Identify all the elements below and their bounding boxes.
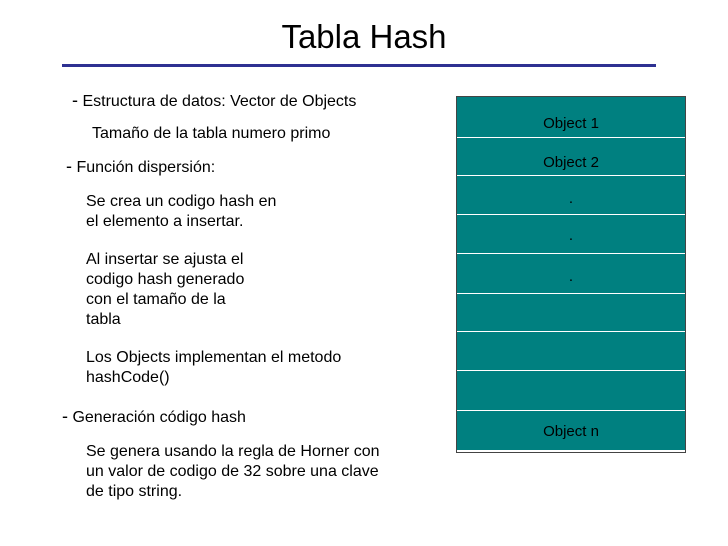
table-cell bbox=[456, 137, 686, 176]
text-line: un valor de codigo de 32 sobre una clave bbox=[86, 463, 379, 480]
table-cell bbox=[456, 293, 686, 332]
page-title: Tabla Hash bbox=[281, 18, 447, 55]
table-cell bbox=[456, 214, 686, 254]
table-cell bbox=[456, 96, 686, 138]
bullet-dash: - bbox=[66, 156, 72, 176]
title-underline bbox=[62, 64, 656, 67]
sub-hash-adjust bbox=[86, 250, 244, 330]
table-cell bbox=[456, 370, 686, 411]
text-line: Se genera usando la regla de Horner con bbox=[86, 443, 380, 460]
bullet-text: Generación código hash bbox=[72, 409, 246, 426]
text-line: con el tamaño de la bbox=[86, 291, 226, 308]
cell-label: . bbox=[568, 190, 574, 207]
cell-label: Object 1 bbox=[543, 115, 599, 132]
sub-hashcode bbox=[86, 348, 341, 388]
hash-table bbox=[456, 96, 686, 451]
table-cell bbox=[456, 331, 686, 371]
sub-hash-created bbox=[86, 192, 276, 232]
sub-horner-rule bbox=[86, 442, 380, 502]
text-line: el elemento a insertar. bbox=[86, 213, 244, 230]
text-line: Al insertar se ajusta el bbox=[86, 251, 244, 268]
text-line: Los Objects implementan el metodo bbox=[86, 349, 342, 366]
sub-table-size: Tamaño de la tabla numero primo bbox=[92, 125, 331, 142]
text-line: codigo hash generado bbox=[86, 271, 245, 288]
cell-label: . bbox=[568, 268, 574, 285]
cell-label: Object 2 bbox=[543, 154, 599, 171]
table-cell bbox=[456, 410, 686, 451]
table-cell bbox=[456, 175, 686, 215]
bullet-text: Estructura de datos: Vector de Objects bbox=[82, 93, 357, 110]
bullet-dash: - bbox=[72, 90, 78, 110]
text-line: tabla bbox=[86, 311, 121, 328]
bullet-text: Función dispersión: bbox=[76, 159, 216, 176]
bullet-hash-function bbox=[66, 156, 215, 178]
text-line: hashCode() bbox=[86, 369, 170, 386]
text-line: Se crea un codigo hash en bbox=[86, 193, 277, 210]
bullet-dash: - bbox=[62, 406, 68, 426]
bullet-hash-generation bbox=[62, 406, 246, 428]
bullet-data-structure bbox=[72, 90, 356, 112]
cell-label: Object n bbox=[543, 423, 599, 440]
table-cell bbox=[456, 253, 686, 294]
cell-label: . bbox=[568, 227, 574, 244]
text-line: de tipo string. bbox=[86, 483, 183, 500]
